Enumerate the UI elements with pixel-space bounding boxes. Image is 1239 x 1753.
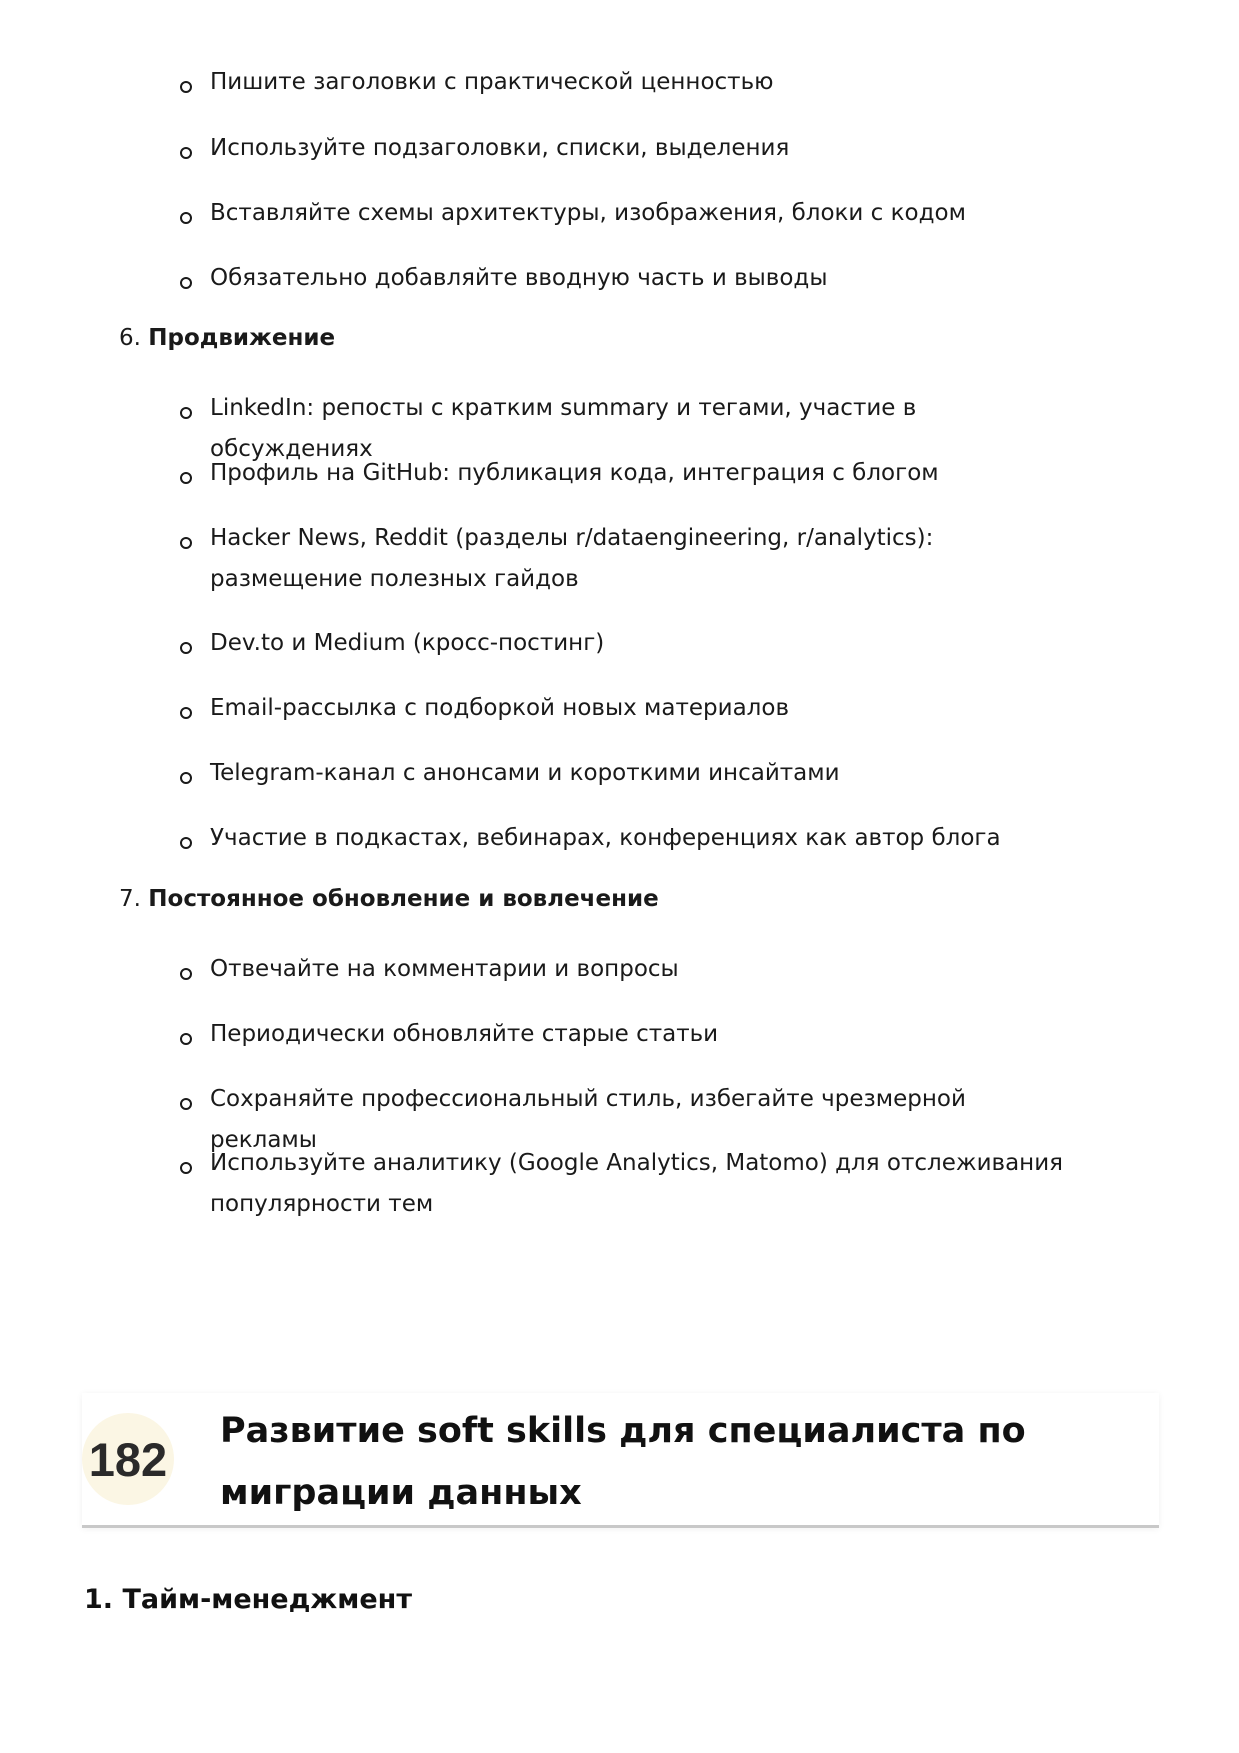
bullet-circle-icon (180, 537, 192, 549)
list-item (180, 70, 1080, 103)
bullet-circle-icon (180, 147, 192, 159)
list-item-text: Обязательно добавляйте вводную часть и выводы (210, 265, 828, 291)
list-item (180, 1151, 1080, 1225)
list-item (180, 266, 1080, 299)
list-item (180, 631, 1080, 664)
list-item-text: Сохраняйте профессиональный стиль, избегайте чрезмерной рекламы (210, 1086, 966, 1153)
item-number: 7. (119, 886, 141, 912)
bullet-circle-icon (180, 472, 192, 484)
list-item-text: Используйте подзаголовки, списки, выделения (210, 135, 790, 161)
page-number-badge (82, 1413, 174, 1505)
bullet-circle-icon (180, 407, 192, 419)
chapter-header-divider (82, 1525, 1159, 1528)
bullet-circle-icon (180, 968, 192, 980)
list-item-text: Отвечайте на комментарии и вопросы (210, 956, 679, 982)
list-item (180, 201, 1080, 234)
list-item (180, 461, 1080, 494)
list-item (180, 957, 1080, 990)
subsection-title: 1. Тайм-менеджмент (84, 1584, 412, 1615)
list-item-text: LinkedIn: репосты с кратким summary и тегами, участие в обсуждениях (210, 395, 917, 462)
bullet-circle-icon (180, 1033, 192, 1045)
list-item (180, 696, 1080, 729)
list-item (180, 526, 1080, 600)
list-item (180, 136, 1080, 169)
numbered-item-promotion (119, 323, 335, 353)
item-title: Продвижение (148, 325, 336, 351)
list-item-text: Telegram-канал с анонсами и короткими инсайтами (210, 760, 840, 786)
bullet-circle-icon (180, 772, 192, 784)
list-item-text: Dev.to и Medium (кросс-постинг) (210, 630, 605, 656)
bullet-circle-icon (180, 837, 192, 849)
chapter-title: Развитие soft skills для специалиста по миграции данных (220, 1411, 1026, 1513)
bullet-circle-icon (180, 1098, 192, 1110)
bullet-circle-icon (180, 707, 192, 719)
bullet-circle-icon (180, 277, 192, 289)
list-item-text: Периодически обновляйте старые статьи (210, 1021, 719, 1047)
list-item-text: Участие в подкастах, вебинарах, конференциях как автор блога (210, 825, 1001, 851)
bullet-circle-icon (180, 212, 192, 224)
bullet-circle-icon (180, 1162, 192, 1174)
list-item-text: Email-рассылка с подборкой новых материалов (210, 695, 790, 721)
bullet-circle-icon (180, 642, 192, 654)
page-number: 182 (88, 1432, 168, 1486)
list-item-text: Профиль на GitHub: публикация кода, интеграция с блогом (210, 460, 939, 486)
list-item-text: Вставляйте схемы архитектуры, изображения, блоки с кодом (210, 200, 966, 226)
numbered-item-engagement (119, 884, 659, 914)
item-title: Постоянное обновление и вовлечение (148, 886, 659, 912)
list-item (180, 761, 1080, 794)
bullet-circle-icon (180, 81, 192, 93)
list-item (180, 1022, 1080, 1055)
item-number: 6. (119, 325, 141, 351)
list-item-text: Используйте аналитику (Google Analytics, Matomo) для отслеживания популярности тем (210, 1150, 1063, 1217)
list-item-text: Пишите заголовки с практической ценностью (210, 69, 774, 95)
list-item (180, 826, 1080, 859)
list-item-text: Hacker News, Reddit (разделы r/dataengineering, r/analytics): размещение полезных гайдов (210, 525, 934, 592)
